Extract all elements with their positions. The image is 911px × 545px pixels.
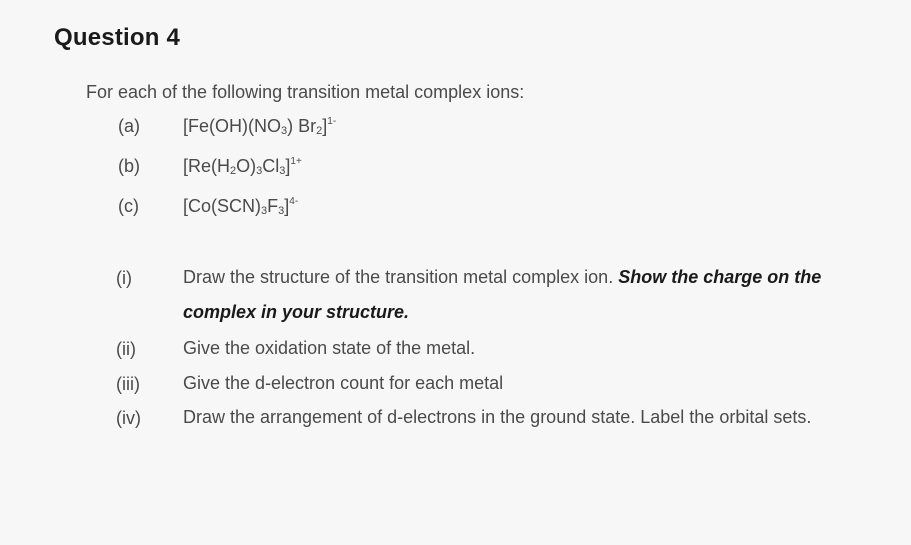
complex-formula: $[Co(SCN)_3F_3]^{4-}$ (183, 196, 299, 217)
question-title: Question 4 (54, 24, 181, 51)
task-text: Draw the arrangement of d-electrons in the ground state. Label the orbital sets. (183, 407, 812, 427)
task-text: Give the d-electron count for each metal (183, 373, 504, 393)
complex-letter: (c) (118, 196, 139, 216)
task-number: (iv) (116, 408, 141, 428)
task-number: (i) (116, 268, 132, 288)
task-text: Give the oxidation state of the metal. (183, 338, 476, 358)
task-number: (iii) (116, 374, 140, 394)
complex-letter: (b) (118, 156, 140, 176)
task-text: Draw the structure of the transition metal complex ion. Show the charge on the complex in your structure. (183, 267, 822, 322)
task-number: (ii) (116, 339, 136, 359)
complex-formula: [$Fe(OH)(NO_3)$ $Br_2]^{1-}$ (183, 116, 337, 137)
question-intro: For each of the following transition metal complex ions: (86, 82, 525, 102)
complex-letter: (a) (118, 116, 140, 136)
complex-formula: $[Re(H_2O)_3Cl_3]^{1+}$ (183, 156, 302, 177)
task-emphasis: Show the charge on the complex in your structure. (183, 267, 822, 322)
